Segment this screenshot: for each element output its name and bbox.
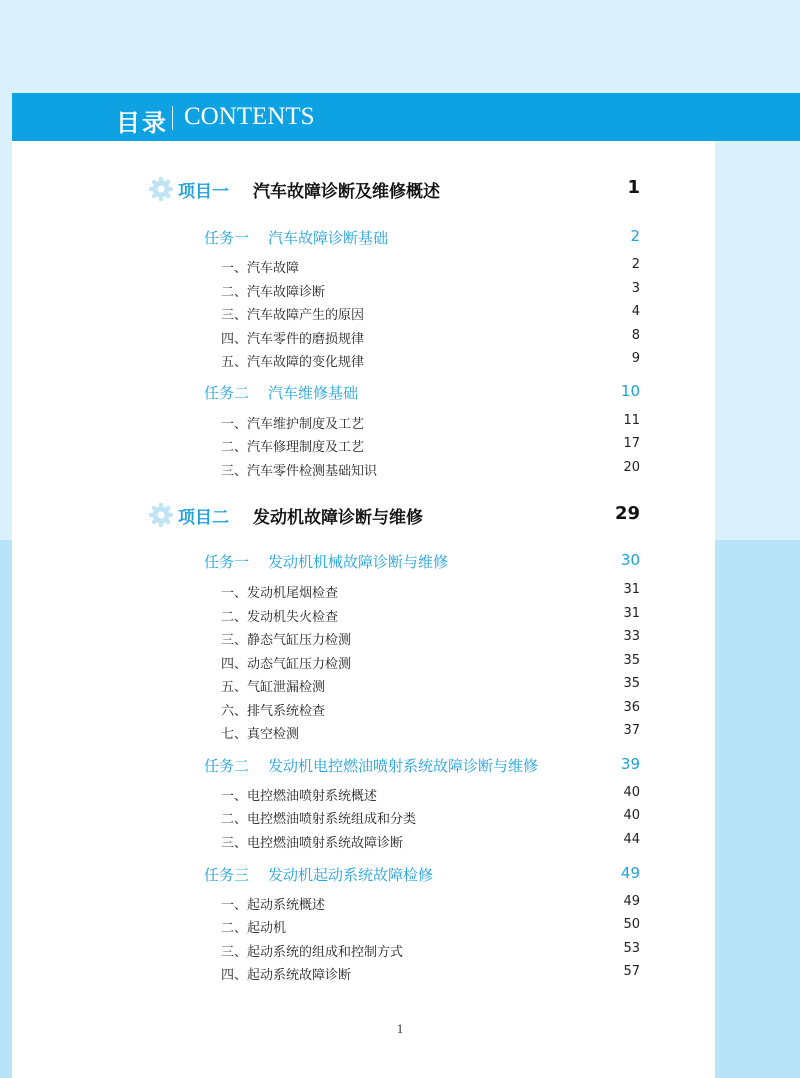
project-label: 项目一 xyxy=(178,182,229,202)
task-title: 汽车维修基础 xyxy=(268,384,359,402)
item-title: 二、电控燃油喷射系统组成和分类 xyxy=(221,812,417,827)
task-page: 2 xyxy=(630,227,640,245)
item-title: 三、起动系统的组成和控制方式 xyxy=(221,945,404,960)
item-title: 二、汽车修理制度及工艺 xyxy=(221,440,365,455)
item-page: 31 xyxy=(623,606,640,621)
task-title: 汽车故障诊断基础 xyxy=(268,229,389,247)
item-title: 三、电控燃油喷射系统故障诊断 xyxy=(221,836,404,851)
task-label: 任务三 xyxy=(204,866,250,884)
item-title: 一、电控燃油喷射系统概述 xyxy=(221,789,378,804)
item-page: 20 xyxy=(623,460,640,475)
item-page: 11 xyxy=(623,413,640,428)
project-page: 1 xyxy=(627,177,640,198)
item-title: 一、发动机尾烟检查 xyxy=(221,586,339,601)
item-page: 57 xyxy=(623,964,640,979)
item-title: 七、真空检测 xyxy=(221,727,300,742)
item-page: 33 xyxy=(623,629,640,644)
toc-title-en: CONTENTS xyxy=(184,103,315,130)
item-page: 35 xyxy=(623,676,640,691)
task-page: 39 xyxy=(620,755,640,773)
item-title: 四、起动系统故障诊断 xyxy=(221,968,352,983)
item-page: 35 xyxy=(623,653,640,668)
item-page: 9 xyxy=(631,351,640,366)
task-title: 发动机机械故障诊断与维修 xyxy=(268,553,449,571)
project-title: 汽车故障诊断及维修概述 xyxy=(253,182,440,202)
page-number: 1 xyxy=(396,1021,404,1036)
item-title: 一、起动系统概述 xyxy=(221,898,326,913)
item-title: 六、排气系统检查 xyxy=(221,704,326,719)
task-label: 任务一 xyxy=(204,229,250,247)
item-page: 31 xyxy=(623,582,640,597)
project-label: 项目二 xyxy=(178,508,229,528)
item-title: 三、汽车零件检测基础知识 xyxy=(221,464,378,479)
task-page: 30 xyxy=(620,551,640,569)
item-page: 40 xyxy=(623,785,640,800)
task-title: 发动机起动系统故障检修 xyxy=(268,866,434,884)
item-page: 17 xyxy=(623,436,640,451)
item-page: 4 xyxy=(631,304,640,319)
item-page: 8 xyxy=(631,328,640,343)
item-page: 50 xyxy=(623,917,640,932)
toc-title-cn: 目录 xyxy=(116,109,168,137)
item-page: 40 xyxy=(623,808,640,823)
item-page: 36 xyxy=(623,700,640,715)
item-title: 四、汽车零件的磨损规律 xyxy=(221,332,365,347)
project-title: 发动机故障诊断与维修 xyxy=(253,508,423,528)
item-title: 二、发动机失火检查 xyxy=(221,610,339,625)
task-title: 发动机电控燃油喷射系统故障诊断与维修 xyxy=(268,757,539,775)
item-title: 二、汽车故障诊断 xyxy=(221,285,326,300)
item-page: 2 xyxy=(631,257,640,272)
item-title: 五、气缸泄漏检测 xyxy=(221,680,326,695)
task-page: 10 xyxy=(620,382,640,400)
item-page: 37 xyxy=(623,723,640,738)
item-title: 一、汽车维护制度及工艺 xyxy=(221,417,365,432)
item-page: 53 xyxy=(623,941,640,956)
task-page: 49 xyxy=(620,864,640,882)
item-page: 3 xyxy=(631,281,640,296)
project-page: 29 xyxy=(614,503,640,524)
task-label: 任务二 xyxy=(204,384,250,402)
item-page: 49 xyxy=(623,894,640,909)
item-title: 二、起动机 xyxy=(221,921,287,936)
gear-icon xyxy=(148,502,174,528)
item-title: 三、汽车故障产生的原因 xyxy=(221,308,365,323)
item-title: 三、静态气缸压力检测 xyxy=(221,633,352,648)
item-title: 五、汽车故障的变化规律 xyxy=(221,355,365,370)
header-separator xyxy=(172,106,173,130)
task-label: 任务一 xyxy=(204,553,250,571)
item-title: 一、汽车故障 xyxy=(221,261,300,276)
item-page: 44 xyxy=(623,832,640,847)
task-label: 任务二 xyxy=(204,757,250,775)
item-title: 四、动态气缸压力检测 xyxy=(221,657,352,672)
gear-icon xyxy=(148,176,174,202)
